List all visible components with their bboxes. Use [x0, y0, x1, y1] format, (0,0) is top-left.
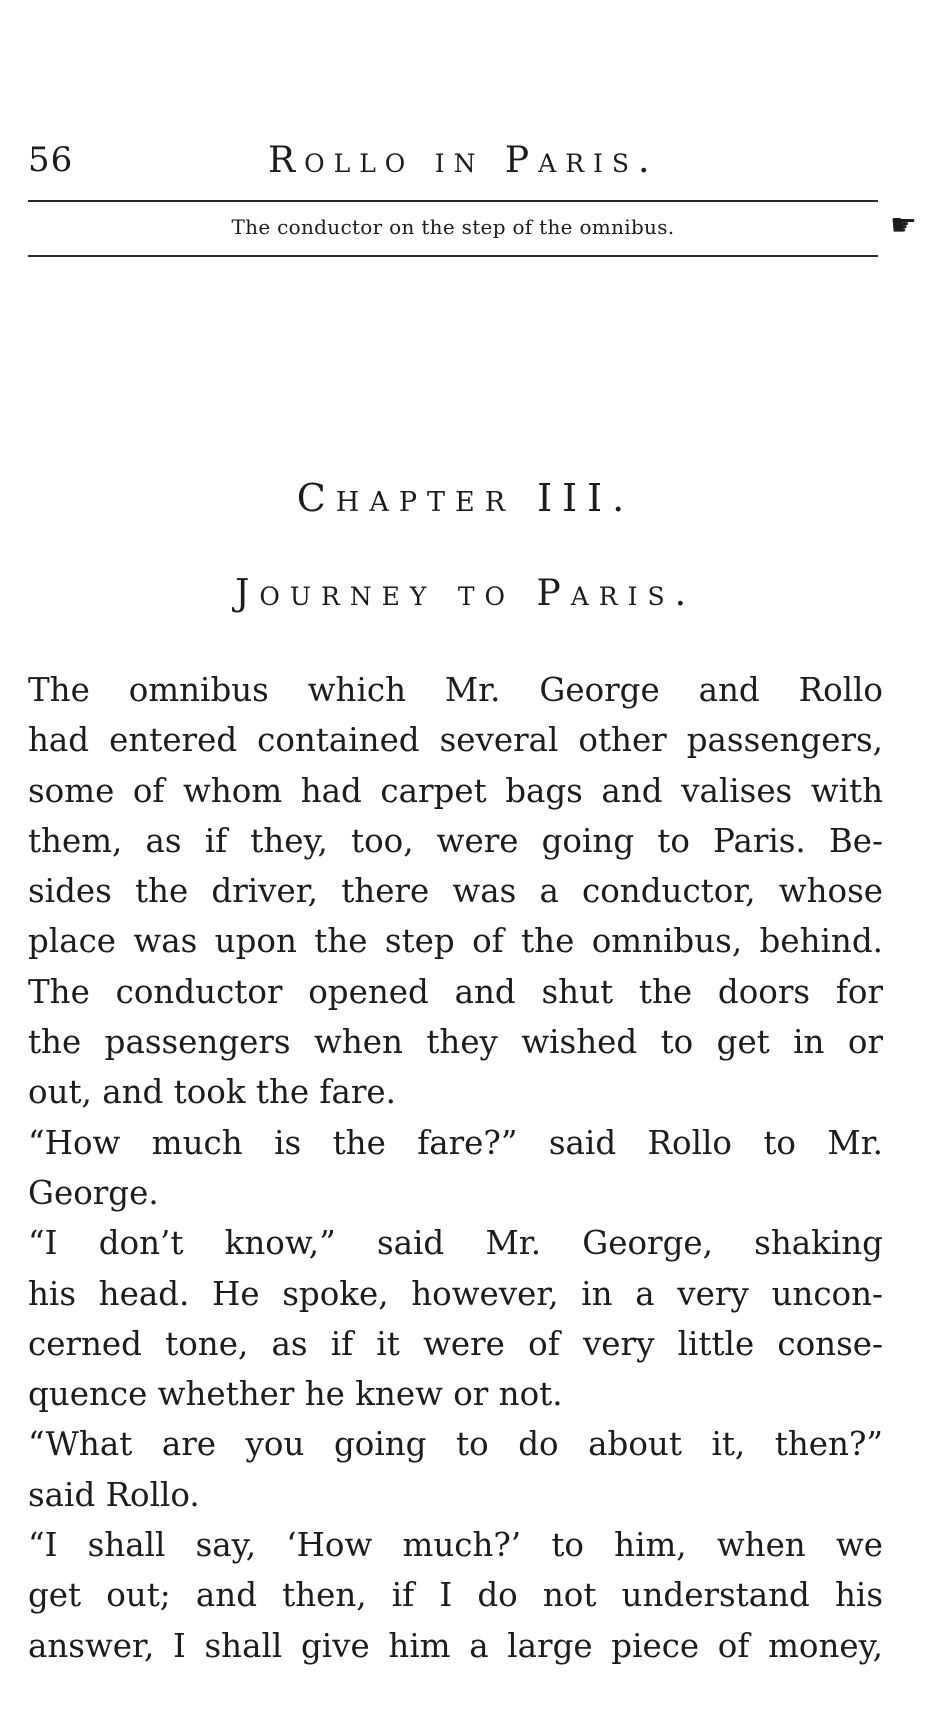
- text-line: “I shall say, ‘How much?’ to him, when we: [28, 1526, 883, 1565]
- text-line: George.: [28, 1173, 159, 1212]
- page-number: 56: [28, 140, 74, 180]
- text-line: The conductor opened and shut the doors for: [28, 972, 883, 1011]
- chapter-subtitle: Journey to Paris.: [234, 573, 697, 614]
- text-line: get out; and then, if I do not understand his: [28, 1576, 883, 1615]
- text-line: the passengers when they wished to get in or: [28, 1023, 883, 1062]
- running-title: Rollo in Paris.: [268, 140, 659, 181]
- text-line: his head. He spoke, however, in a very uncon-: [28, 1274, 883, 1313]
- text-line: “What are you going to do about it, then?”: [28, 1425, 883, 1464]
- text-line: them, as if they, too, were going to Paris. Be-: [28, 821, 883, 860]
- text-line: cerned tone, as if it were of very little conse-: [28, 1324, 883, 1363]
- header-rule-bottom: [28, 255, 878, 257]
- text-line: said Rollo.: [28, 1475, 200, 1514]
- chapter-title: Chapter III.: [296, 476, 635, 520]
- text-line: had entered contained several other passengers,: [28, 721, 883, 760]
- text-line: “How much is the fare?” said Rollo to Mr.: [28, 1123, 883, 1162]
- text-line: The omnibus which Mr. George and Rollo: [28, 671, 883, 709]
- text-line: out, and took the fare.: [28, 1073, 396, 1112]
- text-line: some of whom had carpet bags and valises with: [28, 771, 883, 810]
- illustration-caption: The conductor on the step of the omnibus.: [231, 215, 675, 239]
- text-line: “I don’t know,” said Mr. George, shaking: [28, 1224, 883, 1263]
- text-line: place was upon the step of the omnibus, behind.: [28, 922, 883, 961]
- text-line: sides the driver, there was a conductor, whose: [28, 872, 883, 911]
- text-line: answer, I shall give him a large piece of money,: [28, 1626, 883, 1665]
- body-text: [28, 665, 883, 1671]
- pointing-hand-icon: ☛: [890, 208, 917, 243]
- header-rule-top: [28, 200, 878, 202]
- text-line: quence whether he knew or not.: [28, 1375, 563, 1414]
